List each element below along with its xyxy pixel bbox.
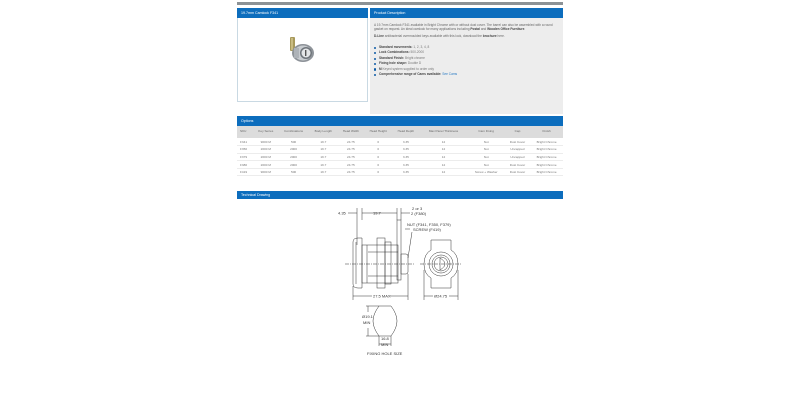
top-divider (237, 2, 563, 5)
dim-total-label: 27.5 MAX (373, 293, 391, 299)
column-header: SKU (240, 129, 247, 134)
feature-item: Standard movements: 1, 2, 3, 4, 8 (374, 45, 559, 50)
description-paragraph-1: A 19.7mm Camlock F341 available in Bright Chrome with or without dust cover. The barrel can also be assembled with a round gasket on request. An ideal camlock for many applications including Postal and Wooden Office Furniture. (374, 23, 553, 32)
column-header: Key Series (258, 129, 274, 134)
column-header: Head Height (369, 129, 387, 134)
technical-drawing-section (237, 191, 563, 199)
see-cams-link[interactable]: See Cams (442, 72, 458, 77)
fixing-hole-caption: FIXING HOLE SIZE (367, 351, 403, 356)
column-header: Finish (542, 129, 551, 134)
description-text (370, 18, 563, 39)
dim-body-label: 19.7 (373, 210, 381, 216)
feature-item: Fixing hole shape: Double D (374, 61, 559, 66)
callout-nut: NUT (F341, F350, F379) (407, 222, 451, 227)
table-header-row (237, 126, 563, 138)
column-header: Head Depth (397, 129, 415, 134)
technical-drawing (300, 200, 500, 360)
hole-height-label: Ø19.1 (362, 314, 373, 319)
column-header: Body Length (314, 129, 333, 134)
feature-item: Standard Finish: Bright chrome (374, 56, 559, 61)
options-section (237, 116, 563, 176)
feature-item: Lock Combinations: 500-2000 (374, 50, 559, 55)
options-table (237, 126, 563, 176)
callout-screw: SCREW (F419) (413, 227, 441, 232)
dim-diameter-label: Ø24.75 (434, 293, 448, 299)
hole-height-min: MIN (363, 320, 371, 325)
technical-drawing-title: Technical Drawing (237, 191, 563, 199)
column-header: Combinations (284, 129, 304, 134)
dim-cam-label-2: 2 (F380) (411, 211, 427, 216)
table-row: F350 2000 M 2000 19.7 24.75 0 3.35 12 Nut Uncapped Bright Chrome (237, 146, 563, 154)
feature-item: Comprehensive range of Cams available: See Cams (374, 72, 559, 77)
product-title: 19.7mm Camlock F341 (237, 8, 368, 18)
column-header: Cam Fixing (478, 129, 495, 134)
feature-list (370, 41, 563, 77)
dim-cam-label: 2 or 3 (412, 206, 423, 211)
description-panel (370, 8, 563, 114)
description-paragraph-2: D-Line antibacterial overmoulded keys available with this lock, download the brochure here. (374, 34, 505, 39)
column-header: Head Width (342, 129, 359, 134)
camlock-product-image (285, 34, 319, 64)
feature-item: M Keyed system supplied to order only (374, 67, 559, 72)
dim-head-label: 4.35 (338, 210, 346, 216)
table-row: F341 9000 M 500 19.7 24.75 0 3.35 12 Nut Dust Cover Bright Chrome (237, 138, 563, 146)
table-row: F419 9000 M 500 19.7 24.75 0 3.35 12 Screw + Washer Dust Cover Bright Chrome (237, 168, 563, 176)
brochure-link[interactable]: brochure (482, 34, 497, 39)
column-header: Cap (514, 129, 521, 134)
options-title: Options (237, 116, 563, 126)
hole-width-label: 16.8 (381, 336, 389, 341)
description-title: Product Description (370, 8, 563, 18)
table-row: F379 2000 M 2000 19.7 24.75 0 3.35 12 Nut Uncapped Bright Chrome (237, 153, 563, 161)
product-panel (237, 8, 368, 102)
column-header: Max Panel Thickness (428, 129, 459, 134)
table-row: F380 2000 M 2000 19.7 24.75 0 3.35 12 Nut Dust Cover Bright Chrome (237, 161, 563, 169)
hole-width-min: MIN (381, 342, 389, 347)
